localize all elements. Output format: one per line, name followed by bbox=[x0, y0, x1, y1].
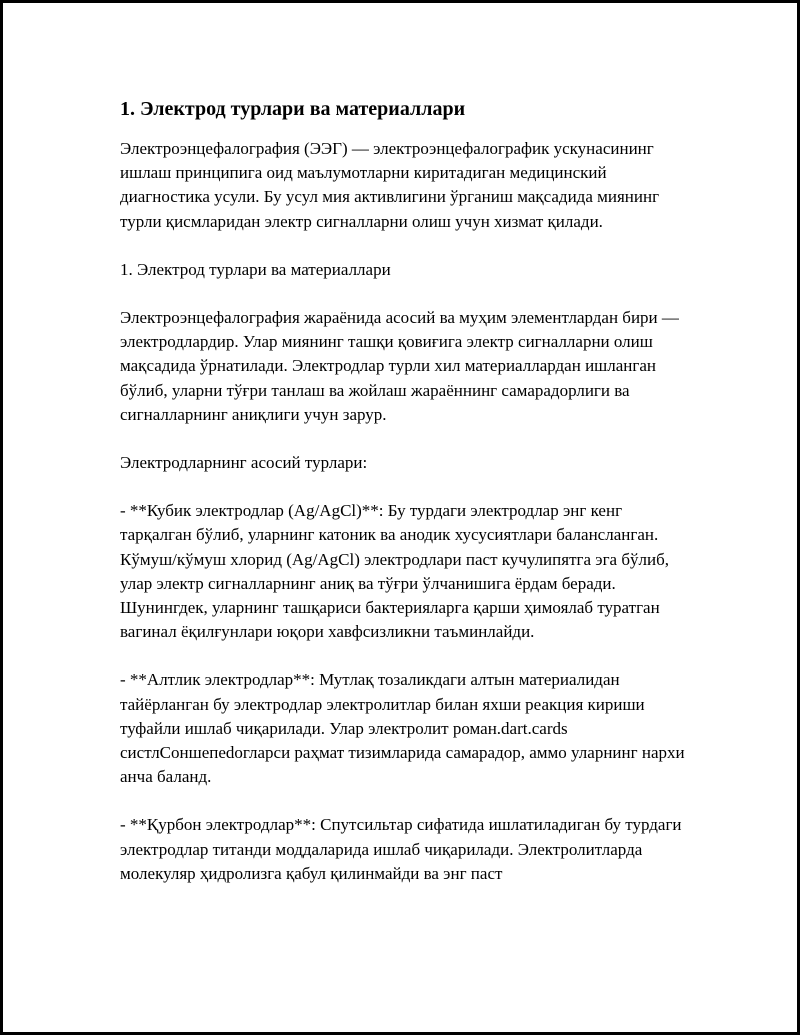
list-item-ag-agcl: - **Кубик электродлар (Ag/AgCl)**: Бу турдаги электродлар энг кенг тарқалган бўлиб, уларнинг катоник ва анодик хусусиятлари балансланган. Кўмуш/кўмуш хлорид (Ag/AgCl) электродлари паст кучулипятга эга бўлиб, улар электр сигналларнинг аниқ ва тўғри ўлчанишига ёрдам беради. Шунингдек, уларнинг ташқариси бактерияларга қарши ҳимоялаб туратган вагинал ёқилғунлари юқори хавфсизликни таъминлайди. bbox=[120, 501, 669, 642]
section-title-paragraph: 1. Электрод турлари ва материаллари bbox=[120, 259, 391, 279]
electrodes-paragraph: Электроэнцефалография жараёнида асосий ва муҳим элементлардан бири — электродлардир. Улар миянинг ташқи қовиғига электр сигналларни олиш мақсадида ўрнатилади. Электродлар турли хил материаллардан ишланган бўлиб, уларни тўғри танлаш ва жойлаш жараённинг самарадорлиги ва сигналларнинг аниқлиги учун зарур. bbox=[120, 308, 679, 424]
electrode-types-intro: Электродларнинг асосий турлари: bbox=[120, 453, 368, 473]
intro-paragraph: Электроэнцефалография (ЭЭГ) — электроэнцефалографик ускунасининг ишлаш принципига оид маълумотларни киритадиган медицинский диагностика усули. Бу усул мия активлигини ўрганиш мақсадида миянинг турли қисмларидан электр сигналларни олиш учун хизмат қилади. bbox=[120, 139, 660, 231]
list-item-carbon: - **Қурбон электродлар**: Спутсильтар сифатида ишлатиладиган бу турдаги электродлар титанди моддаларида ишлаб чиқарилади. Электролитларда молекуляр ҳидролизга қабул қилинмайди ва энг паст bbox=[120, 815, 682, 883]
list-item-gold: - **Алтлик электродлар**: Мутлақ тозаликдаги алтын материалидан тайёрланган бу электродлар электролитлар билан яхши реакция кириши туфайли ишлаб чиқарилади. Улар электролит роман.dart.cards систлСоншепеdогларси раҳмат тизимларида самарадор, аммо уларнинг нархи анча баланд. bbox=[120, 670, 685, 787]
section-heading: 1. Электрод турлари ва материаллари bbox=[120, 98, 466, 120]
document-body bbox=[120, 97, 690, 910]
